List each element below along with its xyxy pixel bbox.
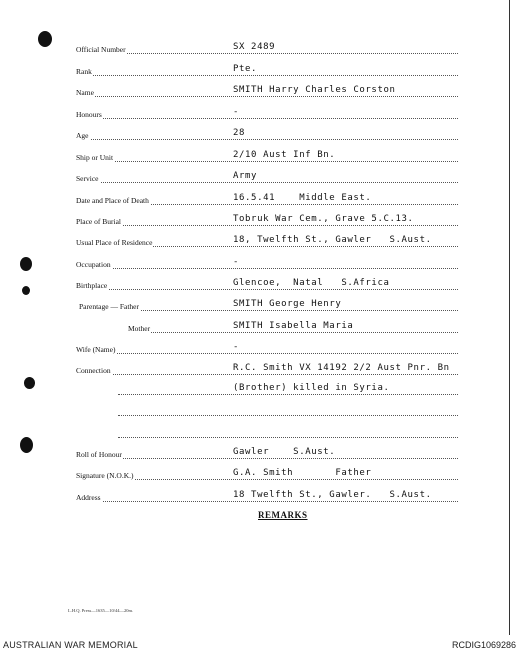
dotted-line	[76, 352, 458, 354]
dotted-line	[76, 500, 458, 502]
form-row	[0, 214, 519, 228]
field-label: Date and Place of Death	[76, 196, 149, 205]
field-label: Usual Place of Residence	[76, 238, 153, 247]
field-value: SMITH Isabella Maria	[233, 321, 354, 331]
dotted-line	[76, 74, 458, 76]
dotted-line	[76, 224, 458, 226]
form-row	[0, 426, 519, 440]
field-value: SX 2489	[233, 42, 276, 52]
field-value: Gawler S.Aust.	[233, 447, 336, 457]
field-label: Age	[76, 131, 89, 140]
dotted-line	[76, 288, 458, 290]
form-row	[0, 171, 519, 185]
form-row	[0, 447, 519, 461]
dotted-line	[76, 373, 458, 375]
dotted-line	[118, 414, 458, 416]
field-label: Service	[76, 174, 99, 183]
footer-reference: RCDIG1069286	[451, 640, 516, 650]
form-row	[0, 128, 519, 142]
footer-bar	[0, 636, 519, 653]
field-label: Wife (Name)	[76, 345, 116, 354]
dotted-line	[76, 95, 458, 97]
form-row	[0, 150, 519, 164]
form-row	[0, 42, 519, 56]
remarks-heading: REMARKS	[258, 510, 308, 520]
form-row	[0, 257, 519, 271]
field-value: 16.5.41 Middle East.	[233, 193, 372, 203]
dotted-line	[76, 160, 458, 162]
form-row	[0, 235, 519, 249]
form-row	[0, 278, 519, 292]
form-row	[0, 64, 519, 78]
form-row	[0, 193, 519, 207]
dotted-line	[76, 138, 458, 140]
field-value: R.C. Smith VX 14192 2/2 Aust Pnr. Bn	[233, 363, 450, 373]
field-value: 28	[233, 128, 246, 138]
field-value: -	[233, 257, 240, 267]
field-label: Connection	[76, 366, 111, 375]
field-value: (Brother) killed in Syria.	[233, 383, 390, 393]
form-row	[0, 404, 519, 418]
field-value: -	[233, 107, 240, 117]
field-value: Tobruk War Cem., Grave 5.C.13.	[233, 214, 414, 224]
field-value: Pte.	[233, 64, 258, 74]
dotted-line	[76, 457, 458, 459]
field-label: Name	[76, 88, 94, 97]
field-value: 2/10 Aust Inf Bn.	[233, 150, 336, 160]
form-row	[0, 490, 519, 504]
field-value: 18, Twelfth St., Gawler S.Aust.	[233, 235, 432, 245]
field-value: Glencoe, Natal S.Africa	[233, 278, 390, 288]
dotted-line	[76, 181, 458, 183]
dotted-line	[76, 52, 458, 54]
field-label: Signature (N.O.K.)	[76, 471, 134, 480]
form-row	[0, 363, 519, 377]
printer-note: L.H.Q. Press—1635—10/44—20m.	[68, 608, 134, 613]
dotted-line	[76, 267, 458, 269]
form-row	[0, 321, 519, 335]
dotted-line	[118, 393, 458, 395]
dotted-line	[118, 436, 458, 438]
field-label: Official Number	[76, 45, 126, 54]
field-label: Place of Burial	[76, 217, 121, 226]
field-label: Birthplace	[76, 281, 108, 290]
field-value: 18 Twelfth St., Gawler. S.Aust.	[233, 490, 432, 500]
field-label: Occupation	[76, 260, 111, 269]
dotted-line	[76, 117, 458, 119]
field-label: Ship or Unit	[76, 153, 114, 162]
field-value: -	[233, 342, 240, 352]
field-label: Honours	[76, 110, 102, 119]
field-value: Army	[233, 171, 258, 181]
form-row	[0, 299, 519, 313]
form-row	[0, 383, 519, 397]
field-value: SMITH Harry Charles Corston	[233, 85, 396, 95]
form-row	[0, 85, 519, 99]
field-label: Mother	[128, 324, 151, 333]
field-label: Roll of Honour	[76, 450, 122, 459]
field-value: SMITH George Henry	[233, 299, 342, 309]
dotted-line	[128, 331, 458, 333]
field-label: Parentage — Father	[79, 302, 139, 311]
field-label: Address	[76, 493, 101, 502]
footer-source: AUSTRALIAN WAR MEMORIAL	[3, 640, 138, 650]
field-label: Rank	[76, 67, 92, 76]
form-row	[0, 468, 519, 482]
field-value: G.A. Smith Father	[233, 468, 372, 478]
form-row	[0, 342, 519, 356]
form-row	[0, 107, 519, 121]
